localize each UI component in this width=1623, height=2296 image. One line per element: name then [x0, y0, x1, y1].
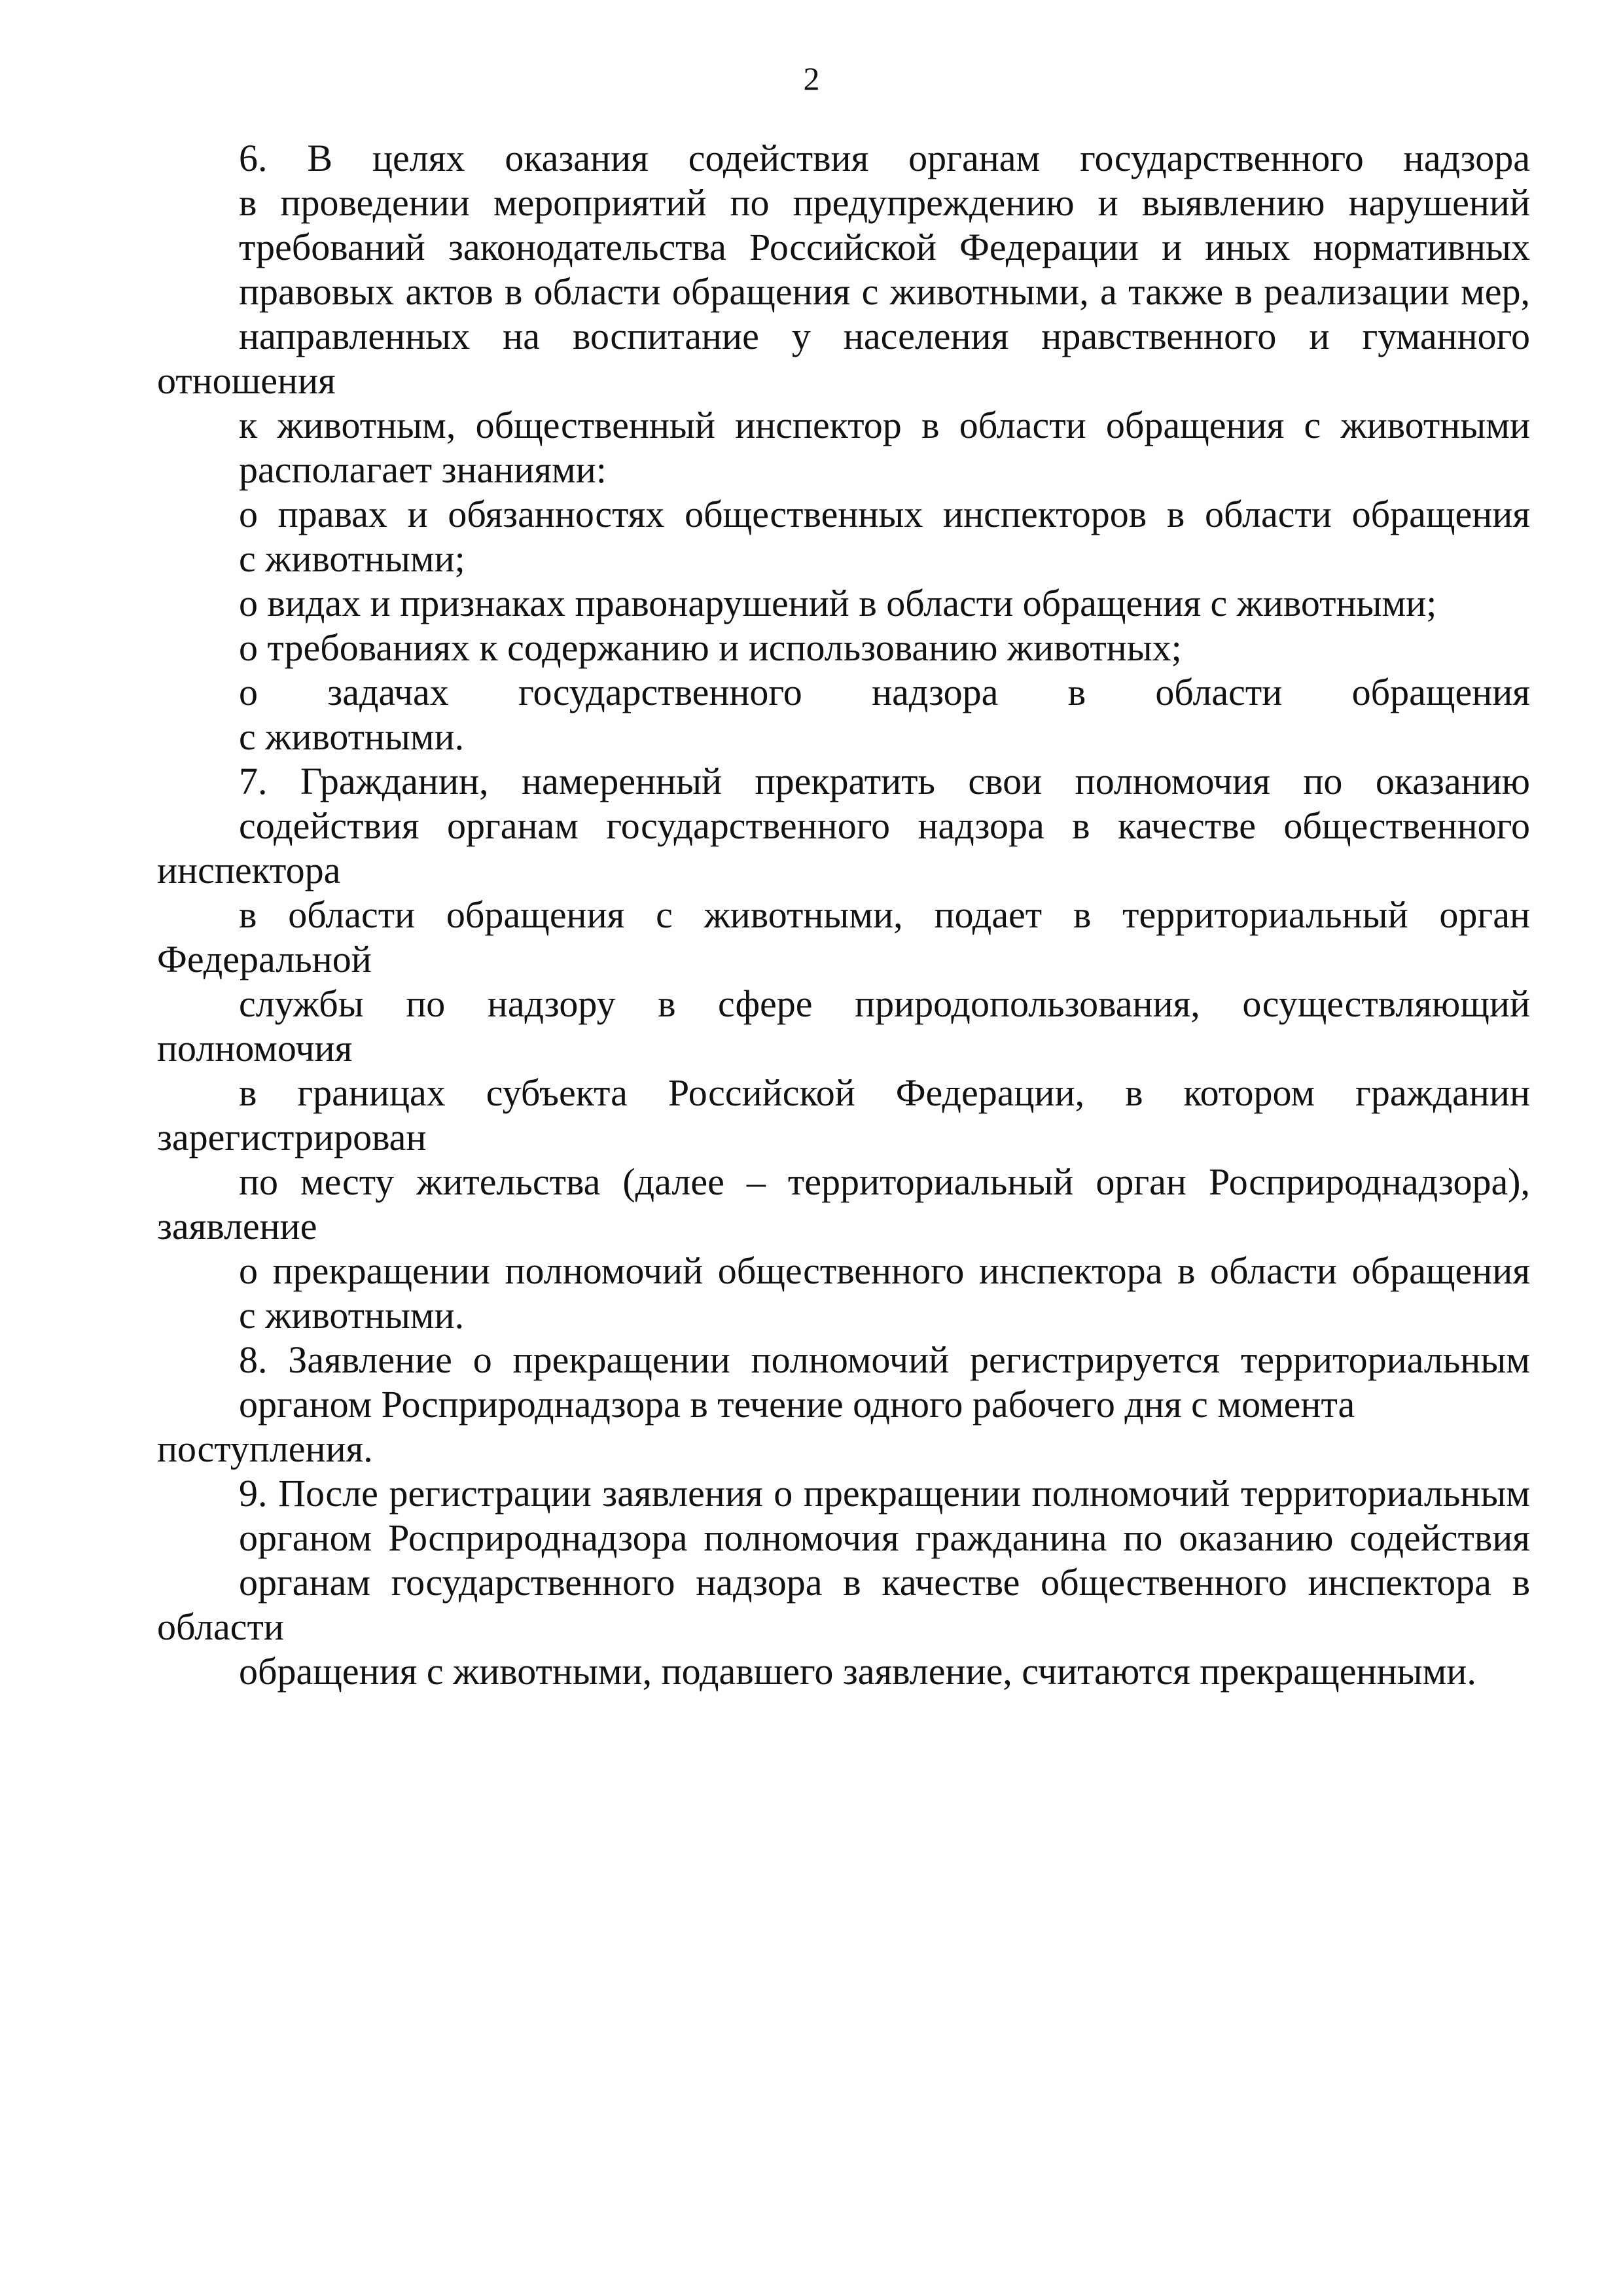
- text-line: о задачах государственного надзора в области обращения: [239, 671, 1530, 713]
- text-line: требований законодательства Российской Федерации и иных нормативных: [239, 226, 1530, 268]
- text-line: в границах субъекта Российской Федерации, в котором гражданин зарегистрирован: [157, 1071, 1530, 1158]
- text-line: к животным, общественный инспектор в области обращения с животными: [239, 404, 1530, 446]
- text-line: содействия органам государственного надзора в качестве общественного инспектора: [157, 804, 1530, 891]
- paragraph-7: [157, 759, 1530, 1338]
- paragraph-6-item-rights: [157, 492, 1530, 581]
- text-line: с животными;: [239, 537, 465, 580]
- text-line: 8. Заявление о прекращении полномочий регистрируется территориальным: [239, 1338, 1530, 1381]
- text-line: располагает знаниями:: [239, 448, 607, 491]
- text-line: обращения с животными, подавшего заявление, считаются прекращенными.: [239, 1650, 1476, 1693]
- text-line: о требованиях к содержанию и использованию животных;: [239, 626, 1182, 669]
- document-body: [157, 136, 1530, 1694]
- text-line: о прекращении полномочий общественного инспектора в области обращения: [239, 1249, 1530, 1292]
- paragraph-6-item-tasks: [157, 670, 1530, 759]
- text-line: 6. В целях оказания содействия органам государственного надзора: [239, 137, 1530, 179]
- text-line: в области обращения с животными, подает в территориальный орган Федеральной: [157, 893, 1530, 980]
- text-line: о правах и обязанностях общественных инспекторов в области обращения: [239, 493, 1530, 535]
- text-line: 9. После регистрации заявления о прекращении полномочий территориальным: [239, 1472, 1530, 1515]
- text-line: направленных на воспитание у населения нравственного и гуманного отношения: [157, 315, 1530, 402]
- text-line: с животными.: [239, 715, 465, 758]
- page-number: 2: [803, 60, 820, 97]
- text-line: 7. Гражданин, намеренный прекратить свои полномочия по оказанию: [239, 760, 1530, 802]
- text-line: в проведении мероприятий по предупреждению и выявлению нарушений: [239, 181, 1530, 224]
- text-line: службы по надзору в сфере природопользования, осуществляющий полномочия: [157, 982, 1530, 1069]
- paragraph-8: [157, 1338, 1530, 1471]
- text-line: по месту жительства (далее – территориальный орган Росприроднадзора), заявление: [157, 1160, 1530, 1247]
- paragraph-6: [157, 136, 1530, 492]
- paragraph-6-item-requirements: [157, 626, 1530, 670]
- text-line: правовых актов в области обращения с животными, а также в реализации мер,: [239, 270, 1530, 313]
- text-line: органом Росприроднадзора полномочия гражданина по оказанию содействия: [239, 1516, 1530, 1559]
- text-line: о видах и признаках правонарушений в области обращения с животными;: [239, 582, 1437, 624]
- text-line: с животными.: [239, 1294, 465, 1336]
- paragraph-9: [157, 1471, 1530, 1694]
- paragraph-6-item-offences: [157, 581, 1530, 626]
- text-line: органом Росприроднадзора в течение одного рабочего дня с момента поступления.: [157, 1383, 1355, 1470]
- text-line: органам государственного надзора в качестве общественного инспектора в области: [157, 1561, 1530, 1648]
